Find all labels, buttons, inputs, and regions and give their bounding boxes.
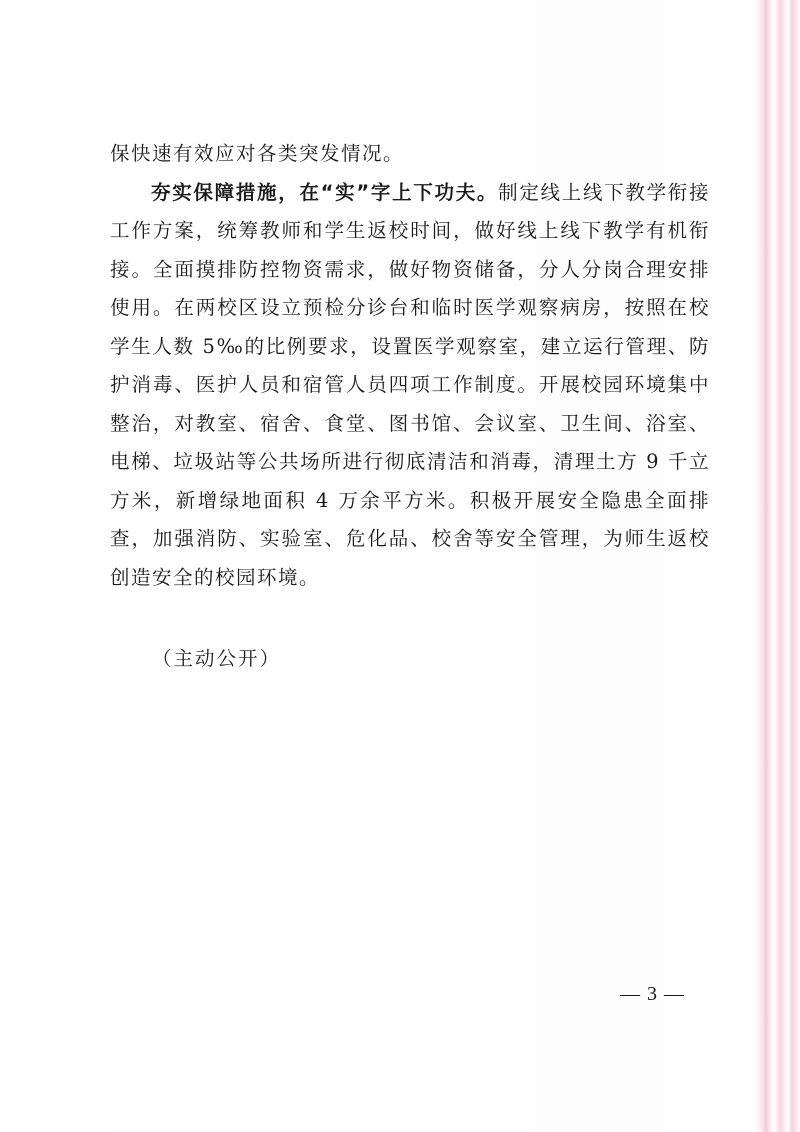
page-edge-strip — [754, 0, 800, 1132]
page-number: — 3 — — [620, 983, 685, 1005]
paragraph-body: 制定线上线下教学衔接工作方案，统筹教师和学生返校时间，做好线上线下教学有机衔接。全面摸排防控物资需求，做好物资储备，分人分岗合理安排使用。在两校区设立预检分诊台和临时医学观察病房，按照在校学生人数 5‰的比例要求，设置医学观察室，建立运行管理、防护消毒、医护人员和宿管人员四项工作制度。开展校园环境集中整治，对教室、宿舍、食堂、图书馆、会议室、卫生间、浴室、电梯、垃圾站等公共场所进行彻底清洁和消毒，清理土方 9 千立方米，新增绿地面积 4 万余平方米。积极开展安全隐患全面排查，加强消防、实验室、危化品、校舍等安全管理，为师生返校创造安全的校园环境。 — [110, 180, 710, 589]
disclosure-tag: （主动公开） — [152, 647, 282, 670]
paragraph-lead: 夯实保障措施，在“实”字上下功夫。 — [151, 180, 499, 204]
continuation-paragraph: 保快速有效应对各类突发情况。 — [110, 142, 405, 165]
body-text — [110, 135, 710, 597]
measures-paragraph — [110, 174, 710, 598]
